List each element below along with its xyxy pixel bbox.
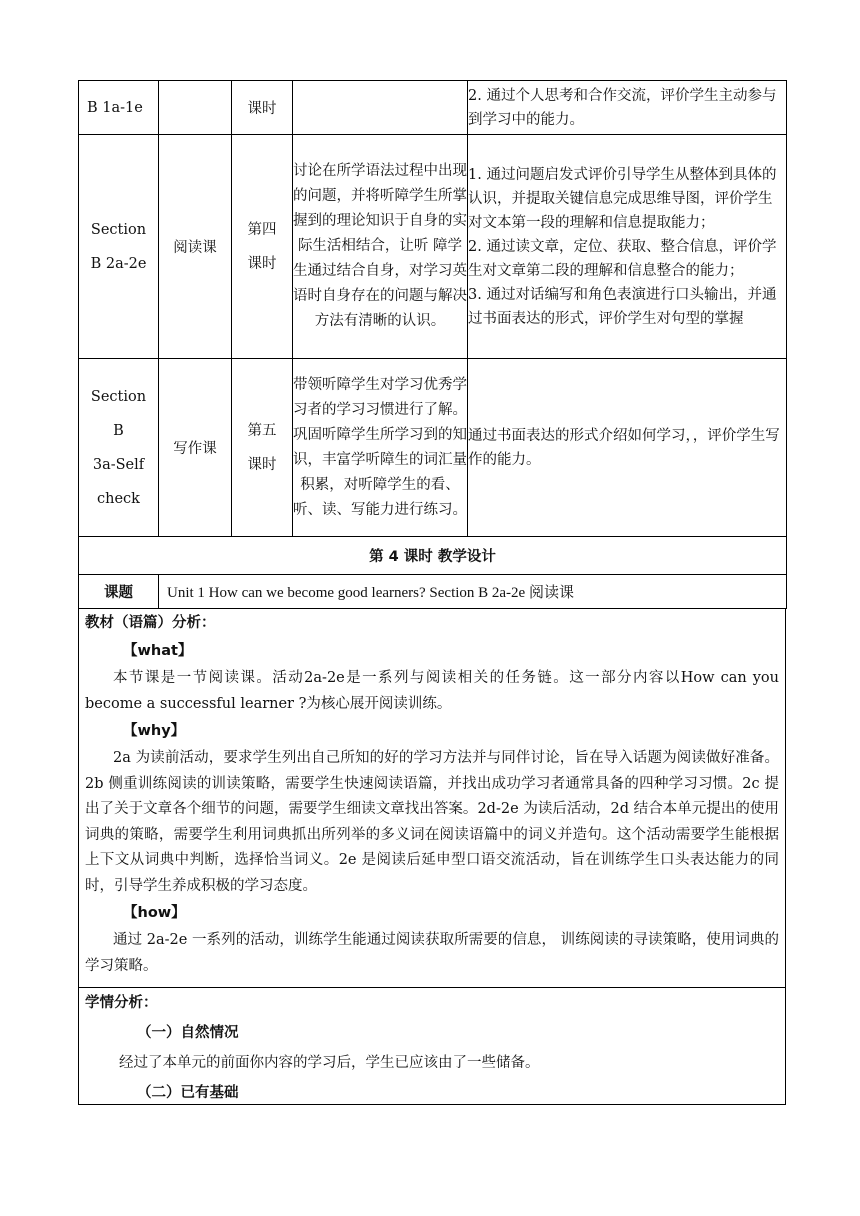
section-line: Section [90,221,147,238]
criteria-item: 2. 通过个人思考和合作交流，评价学生主动参与到学习中的能力。 [468,87,777,128]
section-line: B 2a-2e [90,255,147,272]
section-line: Section [90,388,147,405]
period-line: 第四 [247,221,277,238]
learner-paragraph: 经过了本单元的前面你内容的学习后，学生已应该由了一些储备。 [119,1055,540,1071]
criteria-cell [468,81,787,135]
section-heading: 教材（语篇）分析： [85,615,216,631]
section-cell [79,135,159,359]
section-cell: B 1a-1e [79,81,159,135]
lesson-type-cell [159,81,232,135]
why-paragraph: 2a 为读前活动，要求学生列出自己所知的好的学习方法并与同伴讨论，旨在导入话题为阅读做好准备。2b 侧重训练阅读的训读策略，需要学生快速阅读语篇，并找出成功学习者通常具备的四种学习习惯。2c 提出了关于文章各个细节的问题，需要学生细读文章找出答案。2d-2e 为读后活动，2d 结合本单元提出的使用词典的策略，需要学生利用词典抓出所列举的多义词在阅读语篇中的词义并造句。这个活动需要学生能根据上下文从词典中判断，选择恰当词义。2e 是阅读后延申型口语交流活动，旨在训练学生口头表达能力的同时，引导学生养成积极的学习态度。 [85,750,779,894]
criteria-item: 2. 通过读文章，定位、获取、整合信息，评价学生对文章第二段的理解和信息整合的能力； [468,238,777,279]
criteria-item: 1. 通过问题启发式评价引导学生从整体到具体的认识，并提取关键信息完成思维导图，评价学生对文本第一段的理解和信息提取能力； [468,166,777,231]
criteria-item: 通过书面表达的形式介绍如何学习，，评价学生写作的能力。 [468,427,780,468]
section-heading: 学情分析： [85,995,158,1011]
how-label: 【how】 [123,905,186,921]
criteria-cell [468,135,787,359]
period-line: 课时 [247,456,277,473]
period-line: 第五 [247,422,277,439]
criteria-cell [468,359,787,537]
notes-cell: 带领听障学生对学习优秀学习者的学习习惯进行了解。巩固听障学生所学习到的知识，丰富学听障生的词汇量积累，对听障学生的看、听、读、写能力进行练习。 [293,359,468,537]
table-row [79,575,787,609]
table-row [79,81,787,135]
period-cell [232,135,293,359]
section-cell [79,359,159,537]
criteria-item: 3. 通过对话编写和角色表演进行口头输出，并通过书面表达的形式，评价学生对句型的掌握 [468,286,777,327]
how-paragraph: 通过 2a-2e 一系列的活动，训练学生能通过阅读获取所需要的信息， 训练阅读的寻读策略，使用词典的学习策略。 [85,932,779,974]
table-row [79,135,787,359]
design-title: 第 4 课时 教学设计 [79,537,787,575]
lesson-type-cell: 写作课 [159,359,232,537]
subheading: （一）自然情况 [137,1025,239,1041]
topic-value: Unit 1 How can we become good learners? Section B 2a-2e 阅读课 [159,575,787,609]
period-line: 课时 [247,255,277,272]
section-line: 3a-Self [92,456,145,473]
what-paragraph: 本节课是一节阅读课。活动2a-2e是一系列与阅读相关的任务链。这一部分内容以How can you become a successful learner ?为核心展开阅读训练。 [85,670,779,712]
section-line: B [113,422,124,439]
what-label: 【what】 [123,643,193,659]
table-row [79,359,787,537]
period-cell: 课时 [232,81,293,135]
lesson-schedule-table [78,80,787,609]
why-label: 【why】 [123,723,186,739]
notes-cell: 讨论在所学语法过程中出现的问题，并将听障学生所掌握到的理论知识于自身的实际生活相结合，让听 障学生通过结合自身，对学习英语时自身存在的问题与解决方法有清晰的认识。 [293,135,468,359]
subheading: （二）已有基础 [137,1085,239,1101]
lesson-type-cell: 阅读课 [159,135,232,359]
learner-analysis-section [78,988,786,1105]
notes-cell [293,81,468,135]
topic-label: 课题 [79,575,159,609]
lesson-plan-page [78,80,786,1105]
section-line: check [97,490,140,507]
table-row [79,537,787,575]
period-cell [232,359,293,537]
text-analysis-section [78,609,786,988]
